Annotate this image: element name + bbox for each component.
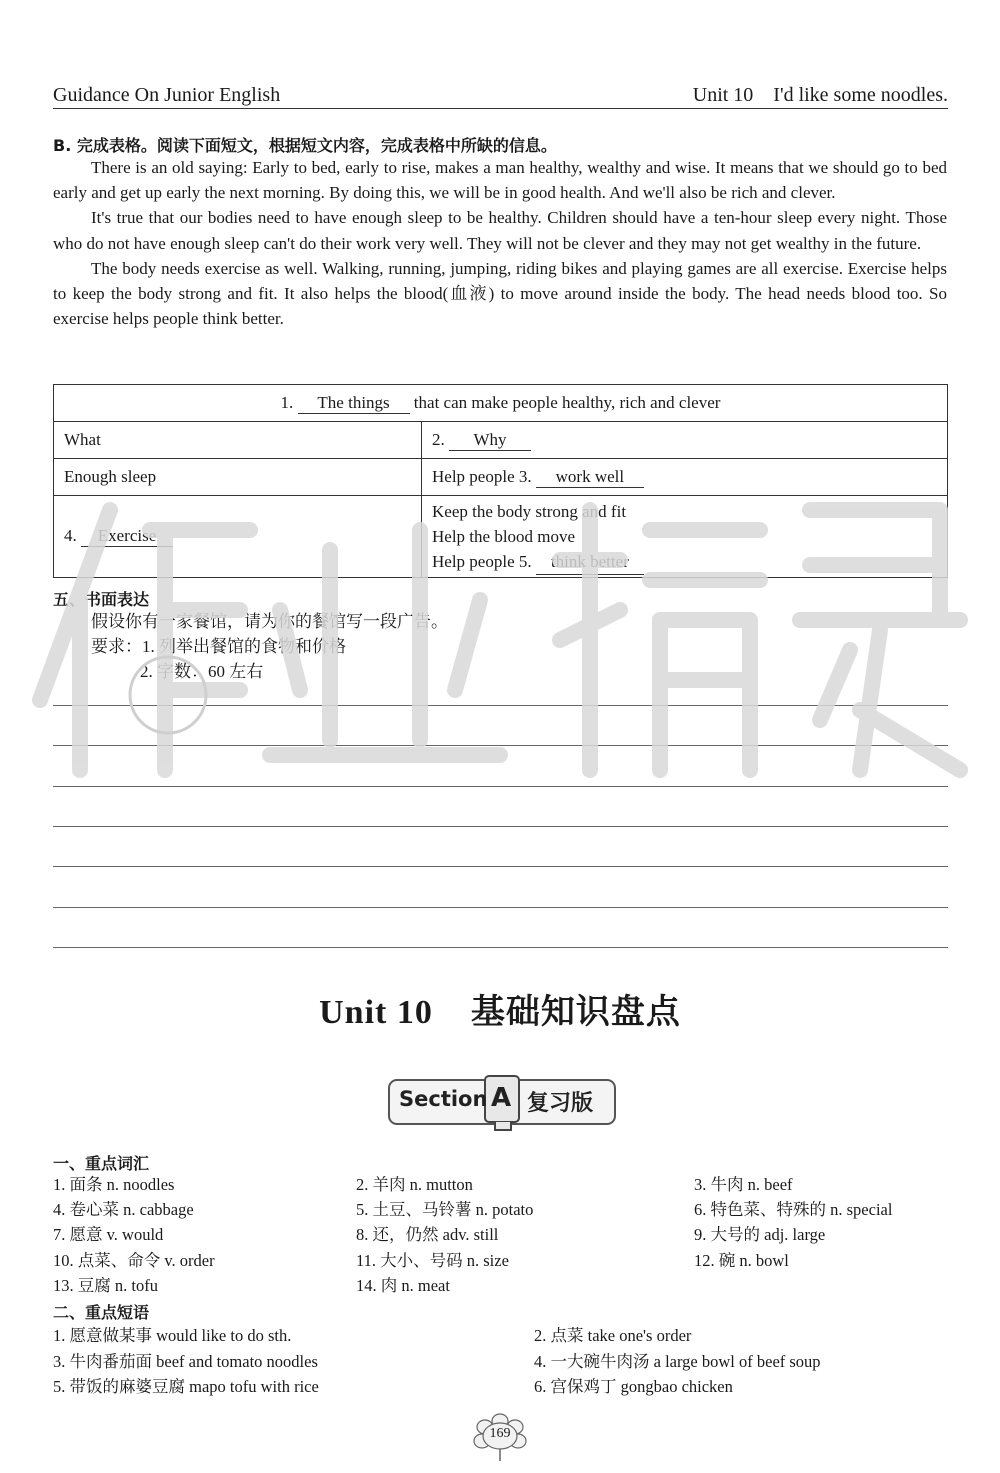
vocab-row bbox=[53, 1248, 948, 1273]
effect-1: Keep the body strong and fit bbox=[432, 501, 627, 521]
writing-line bbox=[53, 907, 948, 908]
phrase-item: 1. 愿意做某事 would like to do sth. bbox=[53, 1326, 292, 1345]
q3-answer: work well bbox=[536, 467, 644, 488]
badge-section-word: Section bbox=[399, 1087, 488, 1111]
vocab-row bbox=[53, 1197, 948, 1222]
vocab-item: 13. 豆腐 n. tofu bbox=[53, 1276, 158, 1295]
q5-line bbox=[432, 549, 937, 575]
writing-line bbox=[53, 866, 948, 867]
page-number: 169 bbox=[489, 1426, 511, 1441]
passage-paragraph-1: There is an old saying: Early to bed, early to rise, makes a man healthy, wealthy and wise. It means that we should go to bed early and get up early the next morning. By doing this, we will be in good health. And we'll also be rich and clever. bbox=[53, 158, 947, 203]
q2-answer: Why bbox=[449, 430, 531, 451]
info-table bbox=[53, 384, 948, 578]
unit-title: Unit 10 基础知识盘点 bbox=[319, 994, 681, 1031]
table-title-cell bbox=[54, 385, 948, 422]
q2-number: 2. bbox=[432, 429, 445, 449]
writing-line bbox=[53, 947, 948, 948]
vocab-item: 12. 碗 n. bowl bbox=[694, 1251, 789, 1270]
reading-passage bbox=[53, 155, 947, 331]
vocab-item: 11. 大小、号码 n. size bbox=[356, 1251, 509, 1270]
section-b-heading: B. 完成表格。阅读下面短文，根据短文内容，完成表格中所缺的信息。 bbox=[53, 136, 557, 155]
phrases-heading: 二、重点短语 bbox=[53, 1303, 150, 1322]
q1-answer: The things bbox=[298, 393, 410, 414]
badge-letter: A bbox=[491, 1083, 512, 1113]
q5-answer: think better bbox=[536, 549, 644, 575]
phrase-item: 2. 点菜 take one's order bbox=[534, 1326, 692, 1345]
q3-cell bbox=[422, 459, 948, 496]
vocab-item: 3. 牛肉 n. beef bbox=[694, 1175, 793, 1194]
vocab-row bbox=[53, 1172, 948, 1197]
header-divider bbox=[53, 108, 948, 109]
q4-cell bbox=[54, 496, 422, 578]
q2-cell bbox=[422, 422, 948, 459]
phrase-row bbox=[53, 1323, 948, 1348]
phrase-item: 4. 一大碗牛肉汤 a large bowl of beef soup bbox=[534, 1352, 821, 1371]
phrase-row bbox=[53, 1374, 948, 1399]
vocab-item: 8. 还，仍然 adv. still bbox=[356, 1225, 499, 1244]
vocab-item: 2. 羊肉 n. mutton bbox=[356, 1175, 473, 1194]
writing-line bbox=[53, 826, 948, 827]
passage-paragraph-2: It's true that our bodies need to have enough sleep to be healthy. Children should have a ten-hour sleep every night. Those who do not have enough sleep can't do their work very well. They will not be clever and they may not get wealthy in the future. bbox=[53, 208, 947, 253]
vocab-item: 10. 点菜、命令 v. order bbox=[53, 1251, 215, 1270]
writing-requirement-2: 2. 字数：60 左右 bbox=[140, 662, 264, 681]
vocab-item: 14. 肉 n. meat bbox=[356, 1276, 450, 1295]
vocab-item: 7. 愿意 v. would bbox=[53, 1225, 164, 1244]
running-header-title: Guidance On Junior English bbox=[53, 84, 281, 106]
q4-number: 4. bbox=[64, 526, 77, 545]
phrase-item: 5. 带饭的麻婆豆腐 mapo tofu with rice bbox=[53, 1377, 319, 1396]
running-header-unit: Unit 10 I'd like some noodles. bbox=[692, 84, 948, 106]
vocab-item: 4. 卷心菜 n. cabbage bbox=[53, 1200, 194, 1219]
vocab-item: 1. 面条 n. noodles bbox=[53, 1175, 175, 1194]
writing-heading: 五、书面表达 bbox=[53, 590, 150, 609]
q3-prefix: Help people 3. bbox=[432, 466, 532, 486]
phrase-item: 6. 宫保鸡丁 gongbao chicken bbox=[534, 1377, 733, 1396]
writing-prompt: 假设你有一家餐馆，请为你的餐馆写一段广告。 bbox=[91, 612, 448, 631]
section-a-badge bbox=[387, 1074, 617, 1132]
q5-prefix: Help people 5. bbox=[432, 551, 532, 571]
effect-2: Help the blood move bbox=[432, 526, 576, 546]
badge-suffix: 复习版 bbox=[527, 1091, 594, 1116]
q4-answer: Exercise bbox=[81, 526, 173, 547]
vocab-item: 9. 大号的 adj. large bbox=[694, 1225, 826, 1244]
vocab-row bbox=[53, 1273, 948, 1298]
writing-line bbox=[53, 745, 948, 746]
page-number-ornament bbox=[470, 1411, 530, 1461]
what-cell: What bbox=[54, 422, 422, 459]
vocab-item: 6. 特色菜、特殊的 n. special bbox=[694, 1200, 893, 1219]
effects-cell bbox=[422, 496, 948, 578]
enough-sleep-cell: Enough sleep bbox=[54, 459, 422, 496]
writing-line bbox=[53, 786, 948, 787]
vocab-item: 5. 土豆、马铃薯 n. potato bbox=[356, 1200, 534, 1219]
q1-suffix: that can make people healthy, rich and clever bbox=[413, 392, 721, 412]
q1-number: 1. bbox=[280, 392, 294, 412]
writing-requirement-1: 要求：1. 列举出餐馆的食物和价格 bbox=[91, 637, 346, 656]
phrase-item: 3. 牛肉番茄面 beef and tomato noodles bbox=[53, 1352, 318, 1371]
writing-line bbox=[53, 705, 948, 706]
vocab-heading: 一、重点词汇 bbox=[53, 1154, 150, 1173]
passage-paragraph-3: The body needs exercise as well. Walking, running, jumping, riding bikes and playing games are all exercise. Exercise helps to keep the body strong and fit. It also helps the blood(血液) to move around inside the body. The head needs blood too. So exercise helps people think better. bbox=[53, 258, 947, 329]
phrase-row bbox=[53, 1349, 948, 1374]
vocab-row bbox=[53, 1222, 948, 1247]
